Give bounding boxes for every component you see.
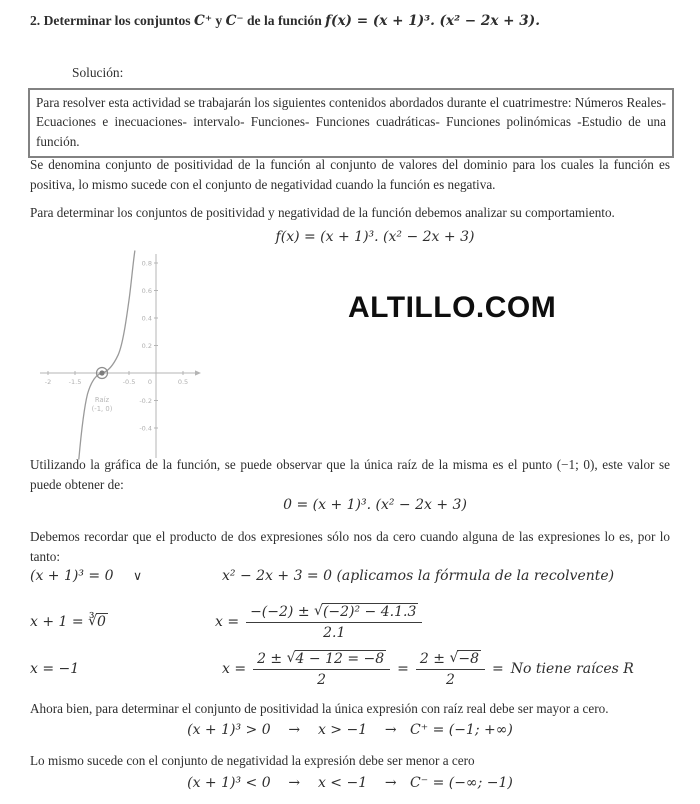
title-c-plus: C⁺ <box>194 13 212 29</box>
x-equals: x = <box>215 614 240 630</box>
sqrt-icon: √ <box>286 650 296 666</box>
root-label-line1: Raíz <box>94 396 110 404</box>
y-tick-label: -0.2 <box>139 397 152 405</box>
paragraph-grafica: Utilizando la gráfica de la función, se puede observar que la única raíz de la misma es el punto (−1; 0), este valor se puede obtener de: <box>30 457 670 492</box>
title-text: de la función <box>243 13 326 28</box>
title-text: y <box>212 13 226 28</box>
numerator-prefix: −(−2) ± <box>250 604 315 620</box>
function-curve <box>79 251 135 460</box>
derivation-row3-right <box>222 648 634 690</box>
title-function: f(x) = (x + 1)³. (x² − 2x + 3). <box>325 13 540 29</box>
equals-sign: = <box>397 661 409 677</box>
sqrt-icon: √ <box>314 603 323 619</box>
x-tick-label: -1.5 <box>68 378 82 386</box>
paragraph-determinar: Para determinar los conjuntos de positividad y negatividad de la función debemos analizar su comportamiento. <box>30 205 615 220</box>
square-root <box>287 650 387 667</box>
denominator: 2.1 <box>323 625 346 641</box>
axis-ticks <box>48 263 183 428</box>
or-symbol: ∨ <box>133 569 143 583</box>
root-label-line2: (-1, 0) <box>91 405 113 413</box>
paragraph-negativo: Lo mismo sucede con el conjunto de negatividad la expresión debe ser menor a cero <box>30 753 475 768</box>
derivation-row3-left: x = −1 <box>30 661 80 677</box>
paragraph-positividad: Se denomina conjunto de positividad de la función al conjunto de valores del dominio para los cuales la función es positiva, lo mismo sucede con el conjunto de negatividad cuando la función es negativa. <box>30 157 670 192</box>
paragraph-positivo: Ahora bien, para determinar el conjunto de positividad la única expresión con raíz real debe ser mayor a cero. <box>30 701 609 716</box>
derivation-row1-left: (x + 1)³ = 0 <box>30 568 114 584</box>
y-tick-label: -0.4 <box>139 424 152 433</box>
row2-left-prefix: x + 1 = <box>30 614 89 630</box>
function-graph <box>40 250 260 462</box>
numerator-prefix: 2 ± <box>419 651 450 667</box>
equation-fx: f(x) = (x + 1)³. (x² − 2x + 3) <box>275 229 475 245</box>
numerator-prefix: 2 ± <box>257 651 287 667</box>
x-tick-label: -0.5 <box>122 378 136 386</box>
cube-root <box>88 613 108 630</box>
title-text: 2. Determinar los conjuntos <box>30 13 194 28</box>
square-root <box>314 603 418 620</box>
equation-zero: 0 = (x + 1)³. (x² − 2x + 3) <box>283 497 467 513</box>
derivation-row2-right <box>215 601 422 643</box>
exercise-title <box>30 13 690 29</box>
equation-positive-set: (x + 1)³ > 0 → x > −1 → C⁺ = (−1; +∞) <box>187 722 513 738</box>
cbrt-icon: ∛ <box>88 613 97 629</box>
solution-label: Solución: <box>72 65 124 80</box>
y-tick-label: 0.8 <box>141 259 152 268</box>
x-tick-label: -2 <box>44 378 52 386</box>
y-tick-label: 0.6 <box>141 287 152 295</box>
origin-label: 0 <box>147 378 152 386</box>
square-root <box>449 650 481 667</box>
sqrt-icon: √ <box>449 650 459 666</box>
sqrt-radicand: (−2)² − 4.1.3 <box>322 604 417 620</box>
y-tick-label: 0.2 <box>141 342 152 350</box>
x-axis-arrow-icon <box>195 370 201 375</box>
sqrt-radicand: −8 <box>458 651 480 667</box>
x-equals: x = <box>222 661 247 677</box>
fraction-2 <box>416 650 485 688</box>
cbrt-radicand: 0 <box>97 614 106 630</box>
denominator: 2 <box>317 672 327 688</box>
watermark: ALTILLO.COM <box>348 291 557 324</box>
equation-negative-set: (x + 1)³ < 0 → x < −1 → C⁻ = (−∞; −1) <box>187 775 513 791</box>
y-tick-label: 0.4 <box>141 314 152 323</box>
derivation-row1-right: x² − 2x + 3 = 0 (aplicamos la fórmula de la recolvente) <box>222 568 615 584</box>
x-tick-label: 0.5 <box>177 378 189 386</box>
fraction-1 <box>253 650 390 688</box>
title-c-minus: C⁻ <box>225 13 244 29</box>
quadratic-formula-fraction <box>246 603 422 641</box>
derivation-row2-left <box>30 613 108 630</box>
contents-box: Para resolver esta actividad se trabajarán los siguientes contenidos abordados durante el cuatrimestre: Números Reales- Ecuaciones e inecuaciones- intervalo- Funciones- Funciones cuadráticas- Funciones polinómicas -Estudio de una función. <box>28 88 674 158</box>
sqrt-radicand: 4 − 12 = −8 <box>295 651 385 667</box>
no-real-roots-text: No tiene raíces R <box>510 661 634 677</box>
equals-sign: = <box>492 661 504 677</box>
denominator: 2 <box>446 672 455 688</box>
paragraph-producto: Debemos recordar que el producto de dos expresiones sólo nos da cero cuando alguna de las expresiones lo es, por lo tanto: <box>30 529 670 564</box>
